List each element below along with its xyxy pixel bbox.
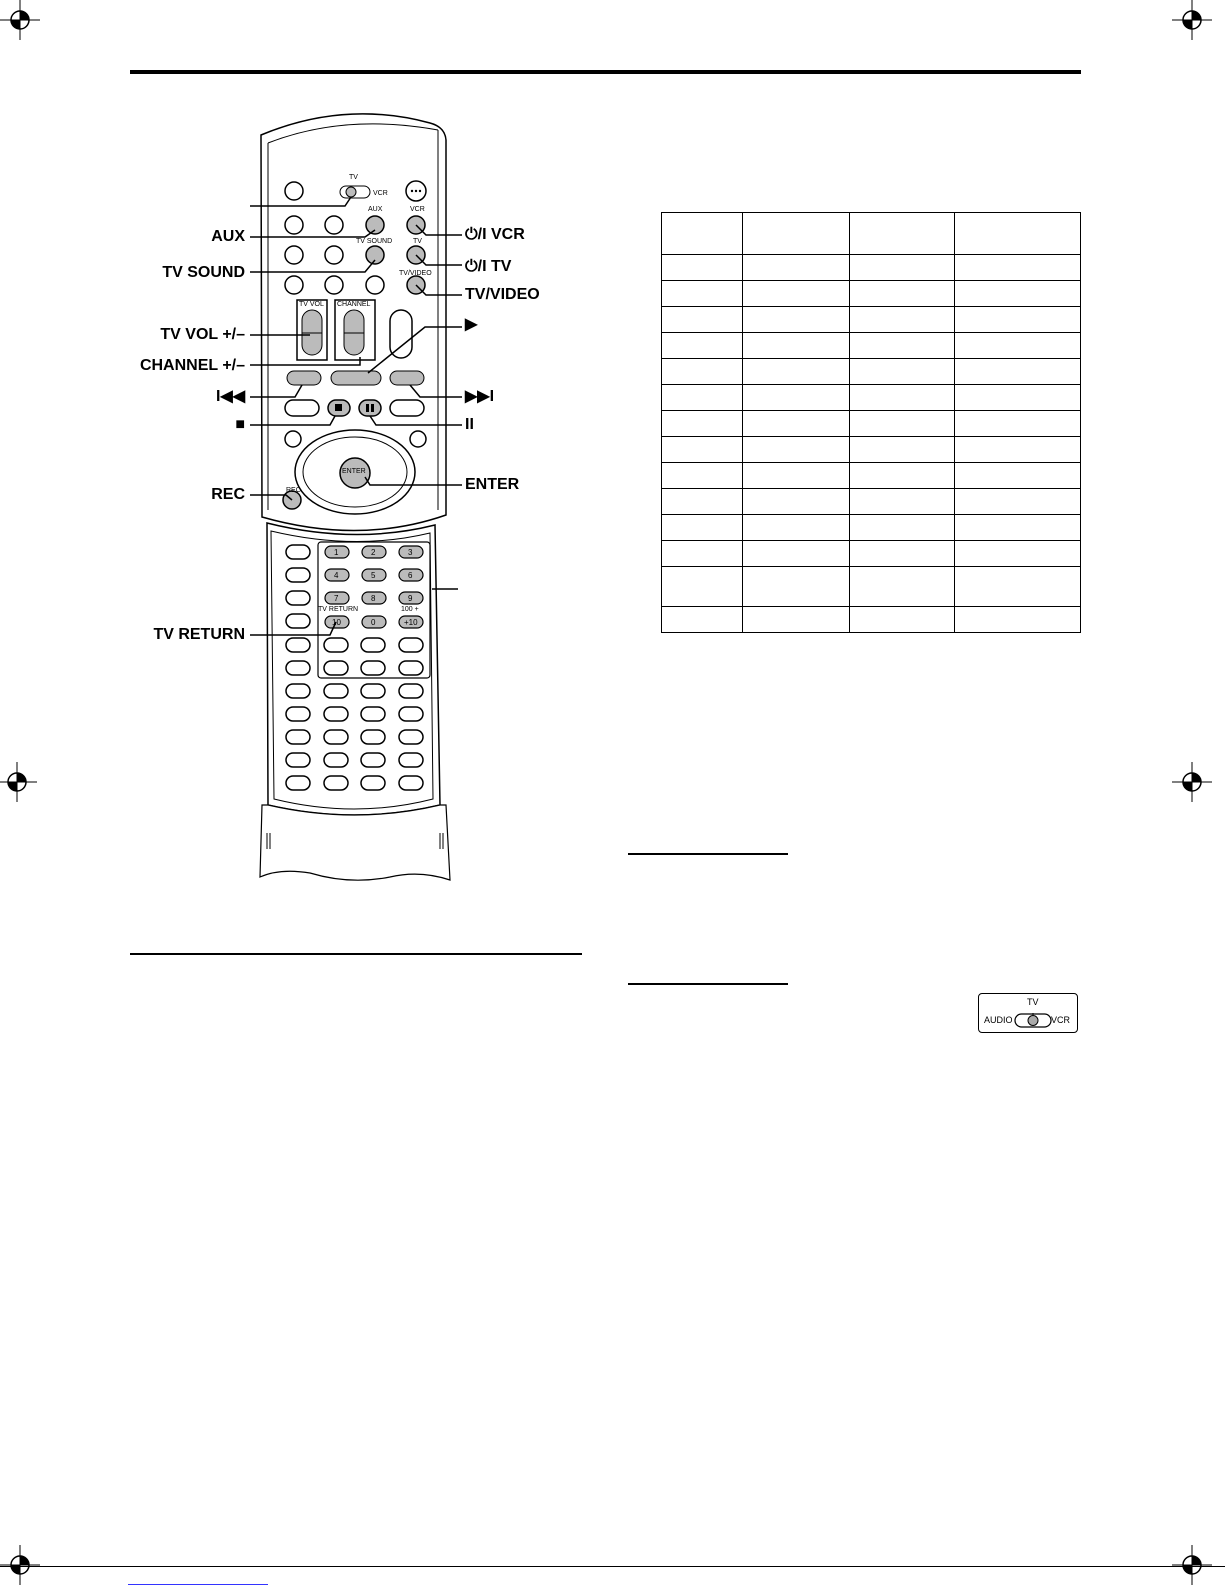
table-row — [662, 307, 1081, 333]
table-row — [662, 281, 1081, 307]
remote-key-1: 1 — [334, 548, 339, 557]
table-cell — [850, 541, 955, 567]
crop-mark-bottom-right — [1172, 1545, 1212, 1585]
table-cell — [850, 281, 955, 307]
table-cell — [743, 567, 850, 607]
table-cell — [662, 255, 743, 281]
table-cell — [743, 515, 850, 541]
table-cell — [662, 463, 743, 489]
section-rule-left — [130, 953, 582, 955]
table-cell — [955, 281, 1081, 307]
callout-prev-icon: I◀◀ — [215, 388, 245, 405]
table-cell — [850, 307, 955, 333]
table-cell — [743, 437, 850, 463]
table-cell — [662, 567, 743, 607]
table-row — [662, 567, 1081, 607]
callout-stop-icon: ■ — [235, 416, 245, 433]
table-cell — [850, 437, 955, 463]
mode-switch-slider — [1014, 1013, 1054, 1029]
callout-play-icon: ▶ — [465, 316, 478, 333]
callout-enter: ENTER — [465, 476, 520, 493]
table-cell — [743, 281, 850, 307]
table-cell — [662, 333, 743, 359]
remote-key-0: 0 — [371, 618, 376, 627]
table-row — [662, 489, 1081, 515]
table-cell — [955, 213, 1081, 255]
table-cell — [743, 489, 850, 515]
remote-key-4: 4 — [334, 571, 339, 580]
callout-tv-sound: TV SOUND — [162, 264, 245, 281]
table-cell — [743, 213, 850, 255]
table-row — [662, 515, 1081, 541]
table-cell — [662, 541, 743, 567]
remote-label-tv-sound: TV SOUND — [356, 238, 393, 245]
code-table — [661, 212, 1081, 633]
switch-label-vcr: VCR — [1051, 1015, 1071, 1025]
table-cell — [955, 515, 1081, 541]
remote-label-tv: TV — [349, 174, 358, 181]
table-cell — [850, 489, 955, 515]
remote-key-8: 8 — [371, 594, 376, 603]
callout-tv-vol: TV VOL +/– — [160, 326, 245, 343]
crop-mark-top-left — [0, 0, 40, 40]
table-cell — [955, 333, 1081, 359]
table-row — [662, 359, 1081, 385]
remote-control-illustration — [240, 105, 540, 885]
table-row — [662, 437, 1081, 463]
table-cell — [955, 567, 1081, 607]
table-cell — [850, 359, 955, 385]
table-row — [662, 213, 1081, 255]
remote-label-tv-return: TV RETURN — [318, 606, 359, 613]
table-cell — [662, 359, 743, 385]
callout-power-tv: ⏻/I TV — [465, 258, 512, 275]
table-cell — [955, 607, 1081, 633]
table-cell — [743, 307, 850, 333]
table-cell — [955, 489, 1081, 515]
callout-power-vcr: ⏻/I VCR — [465, 226, 525, 243]
remote-label-channel: CHANNEL — [337, 301, 371, 308]
remote-label-vcr-top: VCR — [410, 206, 425, 213]
remote-label-rec: REC — [286, 487, 301, 494]
table-cell — [955, 385, 1081, 411]
table-row — [662, 541, 1081, 567]
table-cell — [955, 307, 1081, 333]
table-cell — [743, 359, 850, 385]
section-rule-right-1 — [628, 853, 788, 855]
remote-label-100-plus: 100 + — [401, 606, 419, 613]
table-cell — [743, 607, 850, 633]
switch-label-tv: TV — [1027, 997, 1039, 1007]
callout-channel: CHANNEL +/– — [139, 357, 245, 374]
remote-key-3: 3 — [408, 548, 413, 557]
table-cell — [743, 333, 850, 359]
table-cell — [662, 307, 743, 333]
remote-key-6: 6 — [408, 571, 413, 580]
mode-switch-box — [978, 993, 1078, 1033]
table-row — [662, 463, 1081, 489]
table-cell — [743, 411, 850, 437]
crop-mark-bottom-left — [0, 1545, 40, 1585]
table-cell — [955, 541, 1081, 567]
switch-label-audio: AUDIO — [984, 1015, 1013, 1025]
table-cell — [955, 255, 1081, 281]
crop-mark-mid-left — [0, 762, 37, 802]
remote-label-vcr: VCR — [373, 190, 388, 197]
table-cell — [850, 213, 955, 255]
remote-label-enter: ENTER — [342, 468, 366, 475]
table-cell — [662, 515, 743, 541]
remote-key-7: 7 — [334, 594, 339, 603]
remote-key-plus10: +10 — [404, 618, 418, 627]
remote-label-aux: AUX — [368, 206, 383, 213]
table-cell — [955, 411, 1081, 437]
callout-next-icon: ▶▶I — [465, 388, 495, 405]
table-cell — [662, 607, 743, 633]
remote-key-2: 2 — [371, 548, 376, 557]
table-cell — [850, 333, 955, 359]
callout-rec: REC — [211, 486, 245, 503]
table-cell — [662, 281, 743, 307]
table-row — [662, 385, 1081, 411]
callout-tv-return: TV RETURN — [153, 626, 245, 643]
table-cell — [850, 411, 955, 437]
table-cell — [850, 607, 955, 633]
table-cell — [662, 489, 743, 515]
crop-mark-mid-right — [1172, 762, 1212, 802]
header-rule — [130, 70, 1081, 74]
table-row — [662, 333, 1081, 359]
table-cell — [662, 385, 743, 411]
table-cell — [850, 515, 955, 541]
table-row — [662, 607, 1081, 633]
remote-label-tv-top: TV — [413, 238, 422, 245]
remote-key-9: 9 — [408, 594, 413, 603]
remote-key-5: 5 — [371, 571, 376, 580]
table-row — [662, 411, 1081, 437]
table-cell — [662, 437, 743, 463]
table-cell — [850, 255, 955, 281]
table-cell — [743, 541, 850, 567]
remote-label-tv-video: TV/VIDEO — [399, 270, 432, 277]
table-cell — [662, 411, 743, 437]
bottom-trim-line — [0, 1566, 1225, 1567]
callout-aux: AUX — [211, 228, 245, 245]
table-cell — [955, 437, 1081, 463]
table-cell — [850, 385, 955, 411]
table-cell — [743, 385, 850, 411]
table-cell — [955, 463, 1081, 489]
table-cell — [743, 463, 850, 489]
callout-tv-video: TV/VIDEO — [465, 286, 540, 303]
remote-label-tv-vol: TV VOL — [299, 301, 324, 308]
table-cell — [743, 255, 850, 281]
table-cell — [850, 567, 955, 607]
table-cell — [850, 463, 955, 489]
callout-pause-icon: II — [465, 416, 474, 433]
table-cell — [955, 359, 1081, 385]
remote-key-10: 10 — [332, 618, 341, 627]
table-row — [662, 255, 1081, 281]
table-cell — [662, 213, 743, 255]
crop-mark-top-right — [1172, 0, 1212, 40]
section-rule-right-2 — [628, 983, 788, 985]
